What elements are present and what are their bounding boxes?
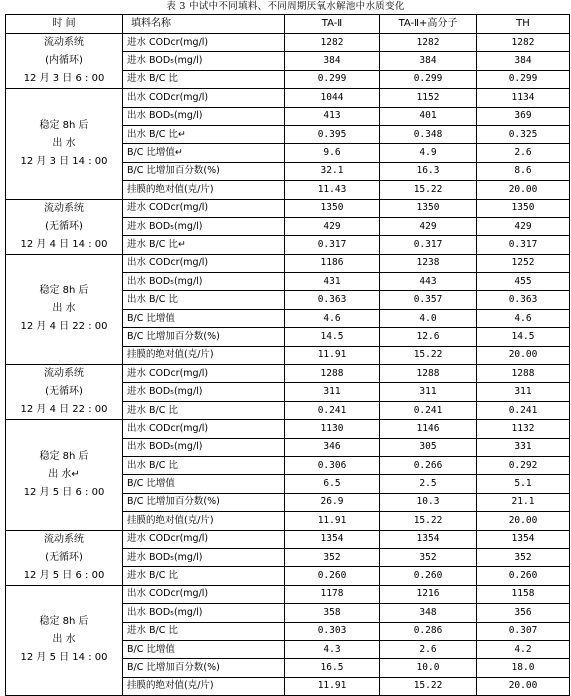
time-line: 12 月 5 日 6 : 00 bbox=[23, 569, 105, 581]
ta2-polymer-value-cell: 0.317 bbox=[380, 236, 477, 254]
ta2-polymer-value-cell: 1216 bbox=[380, 585, 477, 603]
ta2-value-cell: 1044 bbox=[285, 89, 380, 107]
time-line: 流动系统 bbox=[44, 368, 84, 380]
th-value-cell: 1282 bbox=[477, 34, 570, 52]
ta2-polymer-value-cell: 15.22 bbox=[380, 181, 477, 199]
ta2-value-cell: 6.5 bbox=[285, 475, 380, 493]
ta2-polymer-value-cell: 1350 bbox=[380, 199, 477, 217]
item-name-cell: 出水 B/C 比↵ bbox=[123, 125, 285, 143]
th-value-cell: 0.292 bbox=[477, 456, 570, 474]
item-name-cell: 进水 B/C 比↵ bbox=[123, 236, 285, 254]
th-value-cell: 1132 bbox=[477, 420, 570, 438]
th-value-cell: 4.2 bbox=[477, 640, 570, 658]
ta2-polymer-value-cell: 401 bbox=[380, 107, 477, 125]
ta2-value-cell: 16.5 bbox=[285, 659, 380, 677]
item-name-cell: 出水 CODcr(mg/l) bbox=[123, 585, 285, 603]
item-name-cell: 出水 B/C 比 bbox=[123, 456, 285, 474]
th-value-cell: 0.260 bbox=[477, 567, 570, 585]
ta2-polymer-value-cell: 305 bbox=[380, 438, 477, 456]
ta2-value-cell: 0.317 bbox=[285, 236, 380, 254]
time-line: 出 水↵ bbox=[48, 468, 80, 480]
ta2-value-cell: 11.91 bbox=[285, 346, 380, 364]
ta2-value-cell: 431 bbox=[285, 273, 380, 291]
item-name-cell: 出水 BOD₅(mg/l) bbox=[123, 107, 285, 125]
ta2-value-cell: 26.9 bbox=[285, 493, 380, 511]
ta2-polymer-value-cell: 429 bbox=[380, 217, 477, 235]
item-name-cell: 进水 BOD₅(mg/l) bbox=[123, 548, 285, 566]
th-value-cell: 0.299 bbox=[477, 70, 570, 88]
item-name-cell: 出水 CODcr(mg/l) bbox=[123, 254, 285, 272]
ta2-value-cell: 429 bbox=[285, 217, 380, 235]
ta2-polymer-value-cell: 1288 bbox=[380, 365, 477, 383]
table-row bbox=[6, 89, 570, 107]
table-body bbox=[6, 34, 570, 696]
time-line: 12 月 4 日 14 : 00 bbox=[20, 238, 108, 250]
th-value-cell: 21.1 bbox=[477, 493, 570, 511]
item-name-cell: B/C 比增值 bbox=[123, 640, 285, 658]
time-line: 12 月 3 日 14 : 00 bbox=[20, 155, 108, 167]
header-th: TH bbox=[477, 15, 570, 34]
ta2-value-cell: 413 bbox=[285, 107, 380, 125]
time-cell bbox=[6, 420, 123, 530]
item-name-cell: 进水 B/C 比 bbox=[123, 70, 285, 88]
ta2-polymer-value-cell: 4.9 bbox=[380, 144, 477, 162]
ta2-value-cell: 1130 bbox=[285, 420, 380, 438]
ta2-polymer-value-cell: 0.348 bbox=[380, 125, 477, 143]
th-value-cell: 1350 bbox=[477, 199, 570, 217]
th-value-cell: 1134 bbox=[477, 89, 570, 107]
item-name-cell: 进水 BOD₅(mg/l) bbox=[123, 217, 285, 235]
th-value-cell: 0.241 bbox=[477, 401, 570, 419]
time-line: 流动系统 bbox=[44, 37, 84, 49]
th-value-cell: 1288 bbox=[477, 365, 570, 383]
time-cell bbox=[6, 365, 123, 420]
ta2-value-cell: 9.6 bbox=[285, 144, 380, 162]
th-value-cell: 429 bbox=[477, 217, 570, 235]
table-row bbox=[6, 420, 570, 438]
th-value-cell: 20.00 bbox=[477, 181, 570, 199]
ta2-polymer-value-cell: 1282 bbox=[380, 34, 477, 52]
header-time: 时 间 bbox=[6, 15, 123, 34]
ta2-polymer-value-cell: 15.22 bbox=[380, 677, 477, 695]
ta2-value-cell: 11.91 bbox=[285, 677, 380, 695]
ta2-polymer-value-cell: 16.3 bbox=[380, 162, 477, 180]
table-row bbox=[6, 34, 570, 52]
item-name-cell: 进水 B/C 比 bbox=[123, 622, 285, 640]
item-name-cell: 进水 CODcr(mg/l) bbox=[123, 365, 285, 383]
ta2-polymer-value-cell: 2.5 bbox=[380, 475, 477, 493]
item-name-cell: 进水 BOD₅(mg/l) bbox=[123, 383, 285, 401]
ta2-polymer-value-cell: 10.0 bbox=[380, 659, 477, 677]
item-name-cell: 进水 BOD₅(mg/l) bbox=[123, 52, 285, 70]
time-line: 出 水 bbox=[52, 303, 76, 315]
ta2-value-cell: 14.5 bbox=[285, 328, 380, 346]
th-value-cell: 0.363 bbox=[477, 291, 570, 309]
item-name-cell: 进水 CODcr(mg/l) bbox=[123, 199, 285, 217]
item-name-cell: 出水 B/C 比 bbox=[123, 291, 285, 309]
item-name-cell: 出水 BOD₅(mg/l) bbox=[123, 273, 285, 291]
ta2-value-cell: 4.3 bbox=[285, 640, 380, 658]
ta2-polymer-value-cell: 0.241 bbox=[380, 401, 477, 419]
th-value-cell: 5.1 bbox=[477, 475, 570, 493]
th-value-cell: 369 bbox=[477, 107, 570, 125]
th-value-cell: 8.6 bbox=[477, 162, 570, 180]
th-value-cell: 14.5 bbox=[477, 328, 570, 346]
ta2-polymer-value-cell: 12.6 bbox=[380, 328, 477, 346]
time-line: 12 月 4 日 22 : 00 bbox=[20, 321, 108, 333]
ta2-value-cell: 0.260 bbox=[285, 567, 380, 585]
ta2-polymer-value-cell: 0.260 bbox=[380, 567, 477, 585]
item-name-cell: 出水 CODcr(mg/l) bbox=[123, 89, 285, 107]
time-line: 出 水 bbox=[52, 634, 76, 646]
th-value-cell: 0.317 bbox=[477, 236, 570, 254]
ta2-value-cell: 1186 bbox=[285, 254, 380, 272]
th-value-cell: 1354 bbox=[477, 530, 570, 548]
th-value-cell: 352 bbox=[477, 548, 570, 566]
ta2-polymer-value-cell: 0.357 bbox=[380, 291, 477, 309]
ta2-value-cell: 11.43 bbox=[285, 181, 380, 199]
time-cell bbox=[6, 34, 123, 89]
ta2-value-cell: 1282 bbox=[285, 34, 380, 52]
ta2-value-cell: 0.303 bbox=[285, 622, 380, 640]
time-line: 稳定 8h 后 bbox=[39, 285, 89, 297]
item-name-cell: 挂膜的绝对值(克/片) bbox=[123, 346, 285, 364]
ta2-polymer-value-cell: 10.3 bbox=[380, 493, 477, 511]
time-cell bbox=[6, 89, 123, 199]
ta2-value-cell: 1350 bbox=[285, 199, 380, 217]
time-line: 流动系统 bbox=[44, 533, 84, 545]
item-name-cell: 挂膜的绝对值(克/片) bbox=[123, 677, 285, 695]
time-cell bbox=[6, 254, 123, 364]
ta2-value-cell: 0.299 bbox=[285, 70, 380, 88]
ta2-polymer-value-cell: 1238 bbox=[380, 254, 477, 272]
th-value-cell: 0.307 bbox=[477, 622, 570, 640]
header-row bbox=[6, 15, 570, 34]
ta2-value-cell: 4.6 bbox=[285, 309, 380, 327]
header-ta2-polymer: TA-Ⅱ+高分子 bbox=[380, 15, 477, 34]
time-cell bbox=[6, 530, 123, 585]
time-line: 12 月 4 日 22 : 00 bbox=[20, 404, 108, 416]
header-ta2: TA-Ⅱ bbox=[285, 15, 380, 34]
ta2-polymer-value-cell: 311 bbox=[380, 383, 477, 401]
time-line: (无循环) bbox=[45, 220, 83, 232]
item-name-cell: 挂膜的绝对值(克/片) bbox=[123, 181, 285, 199]
item-name-cell: B/C 比增值 bbox=[123, 475, 285, 493]
time-cell bbox=[6, 585, 123, 695]
item-name-cell: B/C 比增值↵ bbox=[123, 144, 285, 162]
table-row bbox=[6, 254, 570, 272]
item-name-cell: 出水 BOD₅(mg/l) bbox=[123, 604, 285, 622]
ta2-polymer-value-cell: 443 bbox=[380, 273, 477, 291]
table-caption: 表 3 中试中不同填料、不同周期厌氧水解池中水质变化 bbox=[166, 1, 405, 12]
ta2-polymer-value-cell: 15.22 bbox=[380, 346, 477, 364]
water-quality-table bbox=[5, 14, 570, 696]
time-line: (内循环) bbox=[45, 55, 83, 67]
ta2-polymer-value-cell: 0.299 bbox=[380, 70, 477, 88]
th-value-cell: 20.00 bbox=[477, 512, 570, 530]
th-value-cell: 20.00 bbox=[477, 677, 570, 695]
th-value-cell: 18.0 bbox=[477, 659, 570, 677]
th-value-cell: 1252 bbox=[477, 254, 570, 272]
item-name-cell: 进水 B/C 比 bbox=[123, 567, 285, 585]
time-cell bbox=[6, 199, 123, 254]
header-packing-name: 填料名称 bbox=[123, 15, 285, 34]
time-line: 12 月 5 日 14 : 00 bbox=[20, 652, 108, 664]
time-line: 稳定 8h 后 bbox=[39, 616, 89, 628]
th-value-cell: 1158 bbox=[477, 585, 570, 603]
item-name-cell: B/C 比增加百分数(%) bbox=[123, 659, 285, 677]
ta2-polymer-value-cell: 4.0 bbox=[380, 309, 477, 327]
ta2-polymer-value-cell: 1152 bbox=[380, 89, 477, 107]
ta2-polymer-value-cell: 384 bbox=[380, 52, 477, 70]
item-name-cell: B/C 比增加百分数(%) bbox=[123, 162, 285, 180]
ta2-value-cell: 358 bbox=[285, 604, 380, 622]
table-row bbox=[6, 199, 570, 217]
time-line: (无循环) bbox=[45, 386, 83, 398]
ta2-value-cell: 352 bbox=[285, 548, 380, 566]
ta2-polymer-value-cell: 1146 bbox=[380, 420, 477, 438]
item-name-cell: 进水 CODcr(mg/l) bbox=[123, 34, 285, 52]
th-value-cell: 455 bbox=[477, 273, 570, 291]
table-row bbox=[6, 365, 570, 383]
th-value-cell: 311 bbox=[477, 383, 570, 401]
ta2-value-cell: 32.1 bbox=[285, 162, 380, 180]
th-value-cell: 4.6 bbox=[477, 309, 570, 327]
ta2-polymer-value-cell: 0.286 bbox=[380, 622, 477, 640]
th-value-cell: 384 bbox=[477, 52, 570, 70]
item-name-cell: B/C 比增加百分数(%) bbox=[123, 328, 285, 346]
ta2-value-cell: 0.395 bbox=[285, 125, 380, 143]
ta2-value-cell: 11.91 bbox=[285, 512, 380, 530]
ta2-polymer-value-cell: 15.22 bbox=[380, 512, 477, 530]
ta2-value-cell: 1178 bbox=[285, 585, 380, 603]
item-name-cell: B/C 比增值 bbox=[123, 309, 285, 327]
ta2-polymer-value-cell: 348 bbox=[380, 604, 477, 622]
item-name-cell: 出水 BOD₅(mg/l) bbox=[123, 438, 285, 456]
ta2-value-cell: 346 bbox=[285, 438, 380, 456]
item-name-cell: B/C 比增加百分数(%) bbox=[123, 493, 285, 511]
time-line: 出 水 bbox=[52, 137, 76, 149]
table-row bbox=[6, 585, 570, 603]
ta2-polymer-value-cell: 2.6 bbox=[380, 640, 477, 658]
ta2-polymer-value-cell: 1354 bbox=[380, 530, 477, 548]
th-value-cell: 356 bbox=[477, 604, 570, 622]
ta2-value-cell: 1354 bbox=[285, 530, 380, 548]
item-name-cell: 进水 CODcr(mg/l) bbox=[123, 530, 285, 548]
time-line: 流动系统 bbox=[44, 202, 84, 214]
time-line: 稳定 8h 后 bbox=[39, 119, 89, 131]
ta2-value-cell: 0.241 bbox=[285, 401, 380, 419]
th-value-cell: 2.6 bbox=[477, 144, 570, 162]
item-name-cell: 出水 CODcr(mg/l) bbox=[123, 420, 285, 438]
ta2-polymer-value-cell: 0.266 bbox=[380, 456, 477, 474]
ta2-value-cell: 384 bbox=[285, 52, 380, 70]
table-row bbox=[6, 530, 570, 548]
ta2-value-cell: 1288 bbox=[285, 365, 380, 383]
item-name-cell: 挂膜的绝对值(克/片) bbox=[123, 512, 285, 530]
th-value-cell: 20.00 bbox=[477, 346, 570, 364]
ta2-polymer-value-cell: 352 bbox=[380, 548, 477, 566]
ta2-value-cell: 0.363 bbox=[285, 291, 380, 309]
ta2-value-cell: 0.306 bbox=[285, 456, 380, 474]
ta2-value-cell: 311 bbox=[285, 383, 380, 401]
item-name-cell: 进水 B/C 比 bbox=[123, 401, 285, 419]
time-line: 12 月 3 日 6 : 00 bbox=[23, 73, 105, 85]
th-value-cell: 0.325 bbox=[477, 125, 570, 143]
time-line: 稳定 8h 后 bbox=[39, 450, 89, 462]
th-value-cell: 331 bbox=[477, 438, 570, 456]
time-line: 12 月 5 日 6 : 00 bbox=[23, 486, 105, 498]
time-line: (无循环) bbox=[45, 551, 83, 563]
